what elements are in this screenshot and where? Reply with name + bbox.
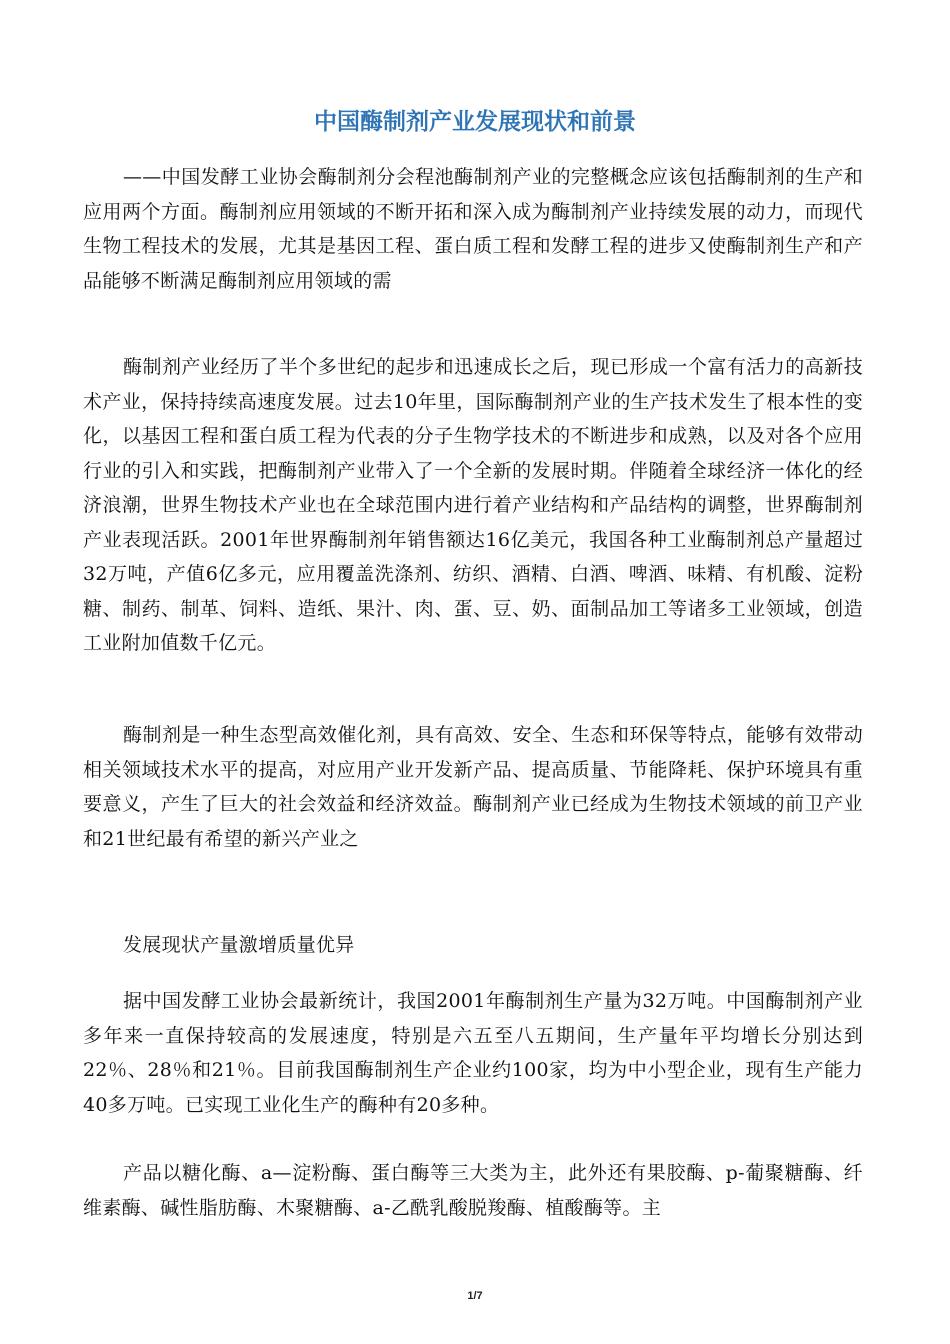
paragraph-enzyme-benefits: 酶制剂是一种生态型高效催化剂，具有高效、安全、生态和环保等特点，能够有效带动相关领域技术水平的提高，对应用产业开发新产品、提高质量、节能降耗、保护环境具有重要意义，产生了巨大的社会效益和经济效益。酶制剂产业已经成为生物技术领域的前卫产业和21世纪最有希望的新兴产业之: [83, 724, 863, 850]
document-title: 中国酶制剂产业发展现状和前景: [314, 109, 636, 135]
paragraph-industry-overview: 酶制剂产业经历了半个多世纪的起步和迅速成长之后，现已形成一个富有活力的高新技术产业，保持持续高速度发展。过去10年里，国际酶制剂产业的生产技术发生了根本性的变化，以基因工程和蛋白质工程为代表的分子生物学技术的不断进步和成熟，以及对各个应用行业的引入和实践，把酶制剂产业带入了一个全新的发展时期。伴随着全球经济一体化的经济浪潮，世界生物技术产业也在全球范围内进行着产业结构和产品结构的调整，世界酶制剂产业表现活跃。2001年世界酶制剂年销售额达16亿美元，我国各种工业酶制剂总产量超过32万吨，产值6亿多元，应用覆盖洗涤剂、纺织、酒精、白酒、啤酒、味精、有机酸、淀粉糖、制药、制革、饲料、造纸、果汁、肉、蛋、豆、奶、面制品加工等诸多工业领域，创造工业附加值数千亿元。: [83, 356, 863, 654]
section-heading: 发展现状产量激增质量优异: [123, 934, 355, 956]
paragraph-intro: ——中国发酵工业协会酶制剂分会程池酶制剂产业的完整概念应该包括酶制剂的生产和应用两个方面。酶制剂应用领域的不断开拓和深入成为酶制剂产业持续发展的动力，而现代生物工程技术的发展，尤其是基因工程、蛋白质工程和发酵工程的进步又使酶制剂生产和产品能够不断满足酶制剂应用领域的需: [83, 166, 863, 292]
paragraph-statistics: 据中国发酵工业协会最新统计，我国2001年酶制剂生产量为32万吨。中国酶制剂产业多年来一直保持较高的发展速度，特别是六五至八五期间，生产量年平均增长分别达到22％、28％和21％。目前我国酶制剂生产企业约100家，均为中小型企业，现有生产能力40多万吨。已实现工业化生产的酶种有20多种。: [83, 990, 863, 1116]
page-number: 1/7: [467, 1290, 483, 1302]
paragraph-products: 产品以糖化酶、a—淀粉酶、蛋白酶等三大类为主，此外还有果胶酶、p-葡聚糖酶、纤维素酶、碱性脂肪酶、木聚糖酶、a-乙酰乳酸脱羧酶、植酸酶等。主: [83, 1162, 863, 1219]
